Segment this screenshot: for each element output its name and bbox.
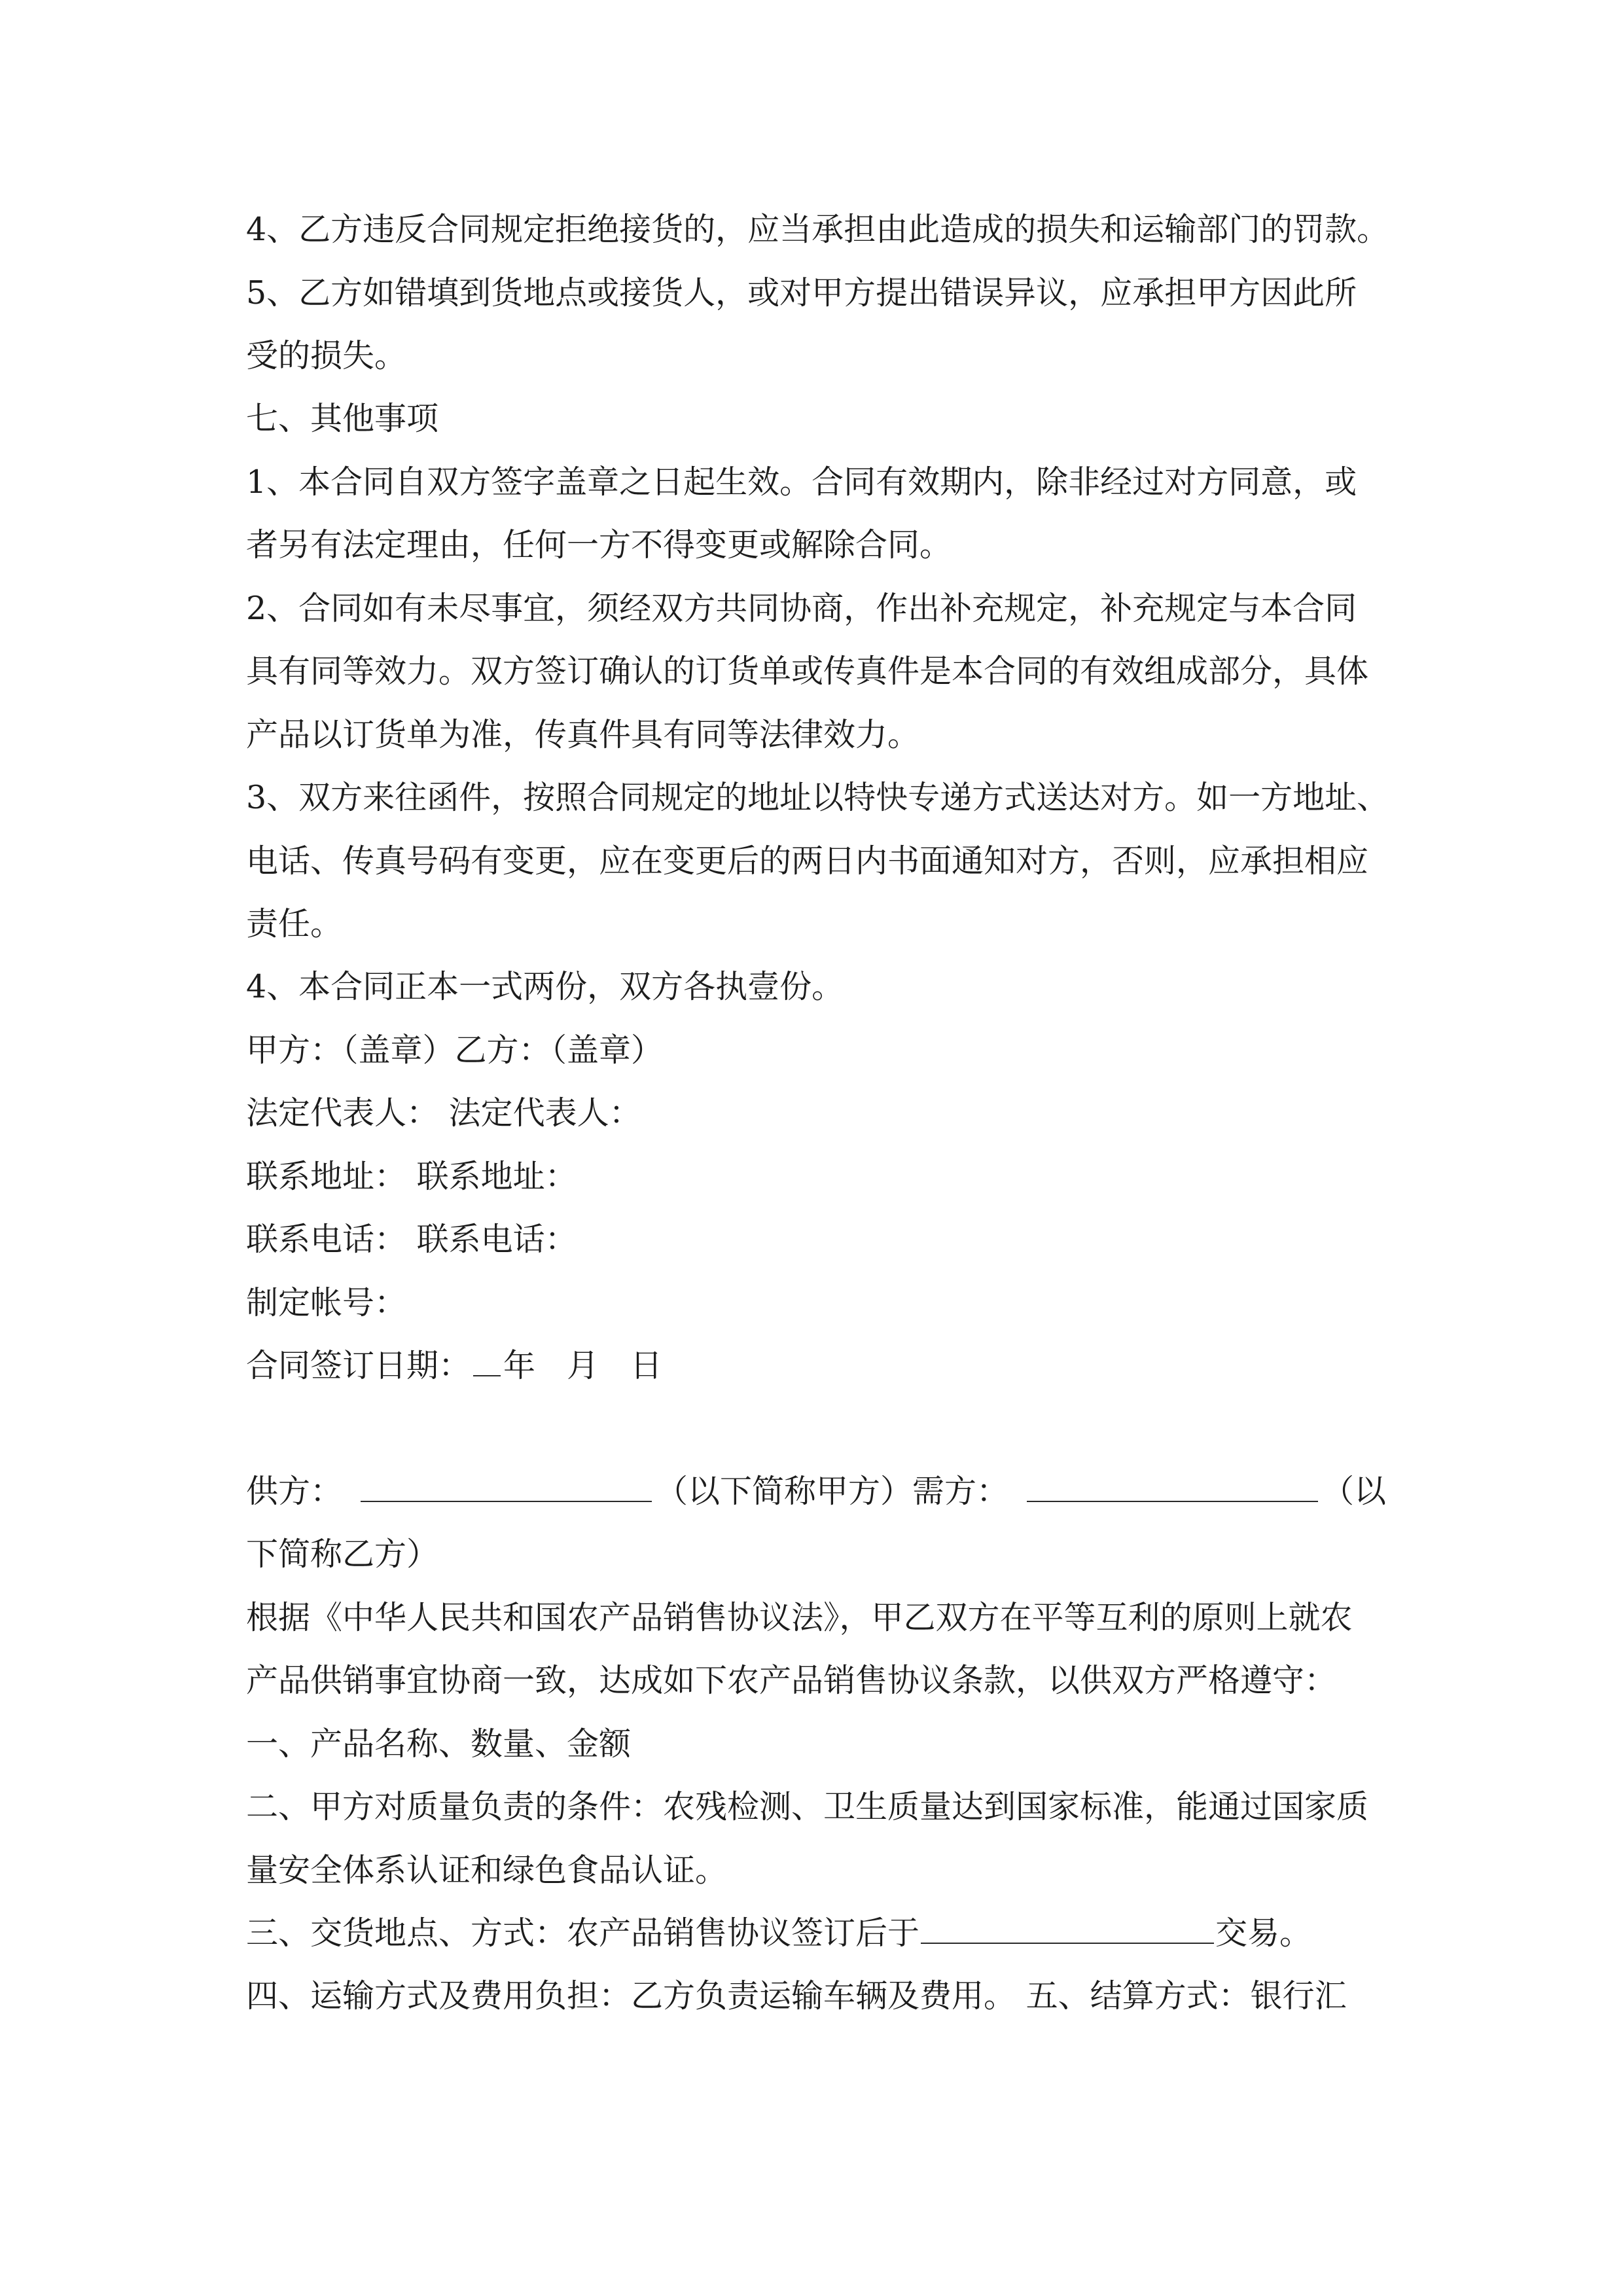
supplier-label: 供方： (246, 1473, 343, 1510)
day-label: 日 (630, 1347, 663, 1384)
contact-address-line: 联系地址： 联系地址： (246, 1158, 577, 1195)
section-quality: 二、甲方对质量负责的条件：农残检测、卫生质量达到国家标准，能通过国家质 (246, 1788, 1369, 1825)
sign-date-line (246, 1346, 1385, 1386)
supplier-note: （以下简称甲方）需方： (656, 1473, 1009, 1510)
clause-7-5: 5、乙方如错填到货地点或接货人，或对甲方提出错误异议，应承担甲方因此所 (246, 274, 1357, 312)
section-heading-other-matters: 七、其他事项 (246, 400, 439, 437)
clause-other-2-cont-b: 产品以订货单为准，传真件具有同等法律效力。 (246, 716, 920, 753)
section-delivery (246, 1914, 1385, 1953)
month-label: 月 (567, 1347, 599, 1384)
clause-other-2: 2、合同如有未尽事宜，须经双方共同协商，作出补充规定，补充规定与本合同 (246, 590, 1357, 627)
clause-other-1: 1、本合同自双方签字盖章之日起生效。合同有效期内，除非经过对方同意，或 (246, 463, 1357, 501)
clause-7-4: 4、乙方违反合同规定拒绝接货的，应当承担由此造成的损失和运输部门的罚款。 (246, 211, 1389, 248)
delivery-suffix: 交易。 (1215, 1914, 1312, 1952)
buyer-blank (1027, 1475, 1318, 1502)
clause-7-5-cont: 受的损失。 (246, 337, 407, 374)
buyer-note-start: （以 (1322, 1473, 1387, 1510)
supplier-blank (361, 1475, 652, 1502)
year-label: 年 (503, 1347, 536, 1384)
signature-seal-line: 甲方：（盖章）乙方：（盖章） (246, 1031, 664, 1069)
delivery-date-blank (921, 1916, 1214, 1944)
clause-other-3-cont-b: 责任。 (246, 905, 343, 942)
account-number-line: 制定帐号： (246, 1284, 407, 1321)
clause-other-3-cont-a: 电话、传真号码有变更，应在变更后的两日内书面通知对方，否则，应承担相应 (246, 842, 1369, 880)
clause-other-3: 3、双方来往函件，按照合同规定的地址以特快专递方式送达对方。如一方地址、 (246, 779, 1389, 816)
buyer-note-cont: 下简称乙方） (246, 1535, 439, 1573)
preamble-line-2: 产品供销事宜协商一致，达成如下农产品销售协议条款，以供双方严格遵守： (246, 1662, 1337, 1699)
year-blank (473, 1349, 501, 1376)
delivery-prefix: 三、交货地点、方式：农产品销售协议签订后于 (246, 1914, 920, 1952)
section-product-heading: 一、产品名称、数量、金额 (246, 1725, 632, 1763)
section-quality-cont: 量安全体系认证和绿色食品认证。 (246, 1852, 728, 1889)
contact-phone-line: 联系电话： 联系电话： (246, 1221, 577, 1258)
preamble-line-1: 根据《中华人民共和国农产品销售协议法》，甲乙双方在平等互利的原则上就农 (246, 1599, 1353, 1636)
legal-representative-line: 法定代表人： 法定代表人： (246, 1094, 641, 1132)
section-transport-settlement: 四、运输方式及费用负担：乙方负责运输车辆及费用。 五、结算方式：银行汇 (246, 1977, 1347, 2015)
clause-other-1-cont: 者另有法定理由，任何一方不得变更或解除合同。 (246, 526, 952, 564)
party-line (246, 1472, 1385, 1511)
clause-other-2-cont-a: 具有同等效力。双方签订确认的订货单或传真件是本合同的有效组成部分，具体 (246, 653, 1369, 690)
clause-other-4: 4、本合同正本一式两份，双方各执壹份。 (246, 968, 844, 1005)
sign-date-label: 合同签订日期： (246, 1347, 471, 1384)
